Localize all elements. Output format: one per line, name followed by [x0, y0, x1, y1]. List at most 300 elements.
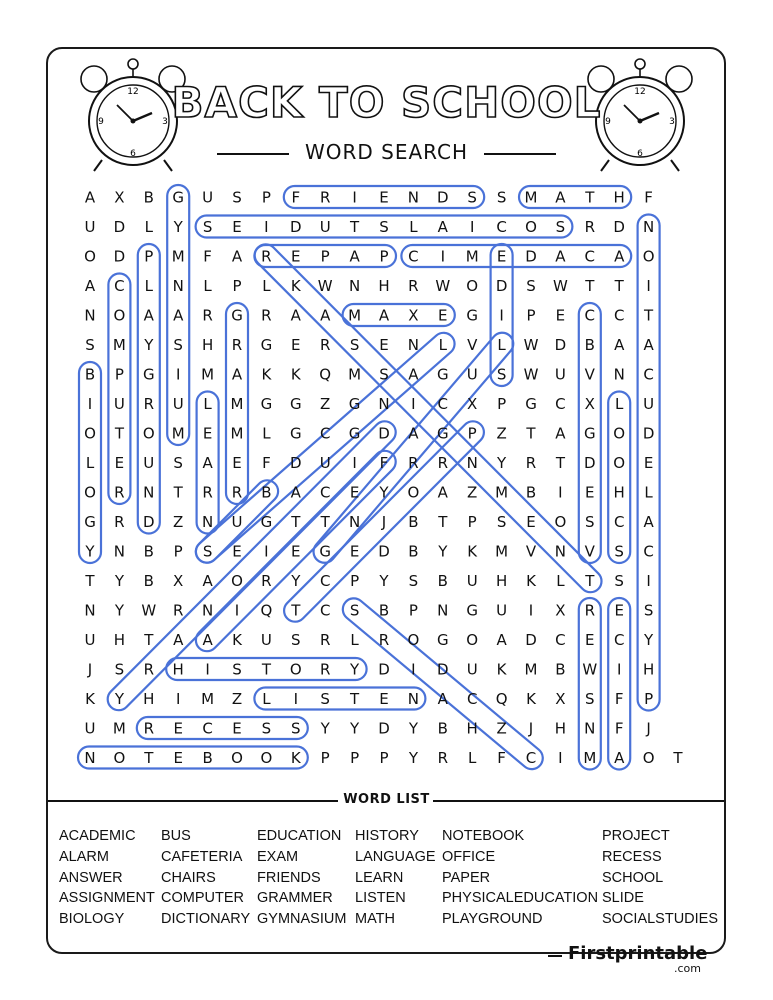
grid-cell[interactable]: P [144, 247, 154, 266]
grid-cell[interactable]: Y [114, 601, 124, 620]
grid-cell[interactable]: T [320, 513, 330, 531]
grid-cell[interactable]: H [613, 188, 625, 207]
grid-cell[interactable]: M [524, 188, 538, 207]
grid-cell[interactable]: E [173, 749, 183, 767]
grid-cell[interactable]: A [555, 424, 566, 443]
grid-cell[interactable]: A [320, 306, 331, 325]
grid-cell[interactable]: S [614, 572, 624, 590]
grid-cell[interactable]: S [379, 218, 389, 236]
grid-cell[interactable]: S [496, 513, 507, 531]
grid-cell[interactable]: M [201, 690, 215, 708]
grid-cell[interactable]: N [466, 454, 478, 472]
grid-cell[interactable]: L [497, 336, 506, 354]
grid-cell[interactable]: I [558, 749, 563, 767]
grid-cell[interactable]: E [585, 631, 595, 649]
grid-cell[interactable]: P [232, 277, 242, 295]
grid-cell[interactable]: K [261, 365, 272, 384]
grid-cell[interactable]: U [466, 365, 478, 384]
grid-cell[interactable]: D [554, 336, 567, 354]
grid-cell[interactable]: G [289, 395, 302, 413]
grid-cell[interactable]: G [348, 395, 361, 413]
grid-cell[interactable]: M [171, 247, 185, 266]
grid-cell[interactable]: M [230, 395, 244, 413]
grid-cell[interactable]: W [523, 336, 539, 354]
grid-cell[interactable]: U [84, 631, 96, 649]
grid-cell[interactable]: Y [379, 572, 389, 590]
grid-cell[interactable]: C [525, 749, 537, 767]
grid-cell[interactable]: S [379, 365, 389, 384]
grid-cell[interactable]: X [584, 395, 595, 413]
grid-cell[interactable]: E [173, 719, 183, 738]
grid-cell[interactable]: D [378, 424, 390, 443]
grid-cell[interactable]: T [614, 277, 624, 295]
grid-cell[interactable]: M [112, 719, 126, 738]
grid-cell[interactable]: G [436, 631, 449, 649]
grid-cell[interactable]: D [113, 247, 126, 266]
grid-cell[interactable]: Y [497, 454, 507, 472]
grid-cell[interactable]: T [261, 660, 271, 679]
grid-cell[interactable]: E [585, 483, 595, 502]
grid-cell[interactable]: D [290, 218, 302, 236]
grid-cell[interactable]: M [495, 542, 509, 561]
grid-cell[interactable]: C [643, 542, 654, 561]
grid-cell[interactable]: A [496, 631, 507, 649]
grid-cell[interactable]: I [352, 188, 357, 207]
grid-cell[interactable]: I [616, 660, 622, 679]
grid-cell[interactable]: N [613, 365, 625, 384]
grid-cell[interactable]: D [495, 277, 508, 295]
grid-cell[interactable]: W [435, 277, 451, 295]
grid-cell[interactable]: S [555, 218, 566, 236]
grid-cell[interactable]: I [264, 542, 269, 561]
grid-cell[interactable]: O [84, 247, 96, 266]
grid-cell[interactable]: P [320, 247, 330, 266]
grid-cell[interactable]: T [291, 601, 301, 620]
grid-cell[interactable]: O [142, 424, 155, 443]
grid-cell[interactable]: S [291, 631, 301, 649]
grid-cell[interactable]: K [290, 749, 301, 767]
grid-cell[interactable]: A [408, 365, 419, 384]
grid-cell[interactable]: C [643, 365, 654, 384]
grid-cell[interactable]: E [291, 336, 301, 354]
grid-cell[interactable]: I [175, 690, 181, 708]
grid-cell[interactable]: F [614, 690, 624, 708]
grid-cell[interactable]: G [289, 424, 302, 443]
grid-cell[interactable]: C [496, 218, 507, 236]
grid-cell[interactable]: T [144, 749, 154, 767]
grid-cell[interactable]: S [408, 572, 419, 590]
grid-cell[interactable]: T [173, 483, 183, 502]
grid-cell[interactable]: B [84, 365, 96, 384]
grid-cell[interactable]: L [144, 218, 153, 236]
grid-cell[interactable]: R [584, 601, 596, 620]
grid-cell[interactable]: L [615, 395, 624, 413]
grid-cell[interactable]: N [378, 395, 390, 413]
grid-cell[interactable]: A [555, 188, 566, 207]
grid-cell[interactable]: C [613, 631, 625, 649]
grid-cell[interactable]: P [173, 542, 183, 561]
grid-cell[interactable]: I [205, 660, 210, 679]
grid-cell[interactable]: R [202, 483, 213, 502]
grid-cell[interactable]: X [555, 601, 566, 620]
grid-cell[interactable]: W [582, 660, 598, 679]
grid-cell[interactable]: U [143, 454, 155, 472]
grid-cell[interactable]: B [408, 542, 419, 561]
grid-cell[interactable]: O [613, 454, 626, 472]
grid-cell[interactable]: P [526, 306, 536, 325]
grid-cell[interactable]: I [293, 690, 299, 708]
grid-cell[interactable]: F [379, 454, 389, 472]
grid-cell[interactable]: H [201, 336, 214, 354]
grid-cell[interactable]: T [585, 572, 595, 590]
grid-cell[interactable]: B [584, 336, 595, 354]
grid-cell[interactable]: P [261, 188, 271, 207]
grid-cell[interactable]: R [231, 483, 243, 502]
grid-cell[interactable]: P [320, 749, 330, 767]
grid-cell[interactable]: N [407, 336, 420, 354]
grid-cell[interactable]: Z [496, 424, 507, 443]
grid-cell[interactable]: L [262, 424, 271, 443]
grid-cell[interactable]: G [172, 188, 185, 207]
grid-cell[interactable]: R [408, 277, 419, 295]
grid-cell[interactable]: R [437, 454, 449, 472]
grid-cell[interactable]: F [644, 188, 653, 207]
grid-cell[interactable]: N [584, 719, 596, 738]
grid-cell[interactable]: D [437, 660, 449, 679]
grid-cell[interactable]: U [466, 572, 478, 590]
grid-cell[interactable]: B [143, 188, 154, 207]
grid-cell[interactable]: O [260, 749, 273, 767]
grid-cell[interactable]: W [552, 277, 568, 295]
grid-cell[interactable]: P [408, 601, 418, 620]
grid-cell[interactable]: A [349, 247, 360, 266]
grid-cell[interactable]: H [172, 660, 184, 679]
grid-cell[interactable]: D [642, 424, 655, 443]
grid-cell[interactable]: O [466, 631, 479, 649]
grid-cell[interactable]: L [556, 572, 565, 590]
grid-cell[interactable]: K [467, 542, 478, 561]
grid-cell[interactable]: X [114, 188, 125, 207]
grid-cell[interactable]: P [379, 247, 389, 266]
grid-cell[interactable]: Q [319, 365, 332, 384]
grid-cell[interactable]: G [260, 395, 273, 413]
grid-cell[interactable]: E [232, 218, 242, 236]
grid-cell[interactable]: L [468, 749, 477, 767]
grid-cell[interactable]: Y [379, 483, 389, 502]
grid-cell[interactable]: D [437, 188, 449, 207]
grid-cell[interactable]: N [143, 483, 155, 502]
grid-cell[interactable]: E [232, 542, 242, 561]
grid-cell[interactable]: N [642, 218, 655, 236]
grid-cell[interactable]: A [202, 572, 213, 590]
grid-cell[interactable]: H [642, 660, 655, 679]
grid-cell[interactable]: H [495, 572, 508, 590]
grid-cell[interactable]: S [85, 336, 95, 354]
grid-cell[interactable]: A [643, 513, 654, 531]
grid-cell[interactable]: S [643, 601, 654, 620]
grid-cell[interactable]: Z [467, 483, 478, 502]
grid-cell[interactable]: A [290, 306, 301, 325]
grid-cell[interactable]: W [141, 601, 157, 620]
grid-cell[interactable]: K [526, 690, 536, 708]
grid-cell[interactable]: U [496, 601, 508, 620]
grid-cell[interactable]: H [113, 631, 126, 649]
grid-cell[interactable]: E [202, 424, 213, 443]
grid-cell[interactable]: S [114, 660, 125, 679]
grid-cell[interactable]: A [231, 365, 243, 384]
grid-cell[interactable]: E [379, 336, 389, 354]
grid-cell[interactable]: N [84, 601, 96, 620]
grid-cell[interactable]: A [437, 690, 448, 708]
grid-cell[interactable]: B [555, 660, 566, 679]
grid-cell[interactable]: K [496, 660, 507, 679]
grid-cell[interactable]: O [613, 424, 626, 443]
grid-cell[interactable]: A [84, 277, 96, 295]
grid-cell[interactable]: T [350, 218, 360, 236]
grid-cell[interactable]: S [467, 188, 477, 207]
grid-cell[interactable]: C [319, 424, 331, 443]
grid-cell[interactable]: J [87, 660, 93, 679]
grid-cell[interactable]: S [526, 277, 536, 295]
grid-cell[interactable]: J [528, 719, 534, 738]
grid-cell[interactable]: D [525, 631, 537, 649]
grid-cell[interactable]: I [87, 395, 93, 413]
grid-cell[interactable]: Z [496, 719, 507, 738]
grid-cell[interactable]: C [202, 719, 213, 738]
grid-cell[interactable]: B [143, 542, 154, 561]
grid-cell[interactable]: P [350, 749, 360, 767]
grid-cell[interactable]: O [231, 749, 243, 767]
grid-cell[interactable]: P [644, 690, 654, 708]
grid-cell[interactable]: C [555, 395, 566, 413]
grid-cell[interactable]: L [85, 454, 95, 472]
grid-cell[interactable]: O [113, 306, 126, 325]
grid-cell[interactable]: C [613, 513, 625, 531]
grid-cell[interactable]: C [584, 306, 596, 325]
grid-cell[interactable]: O [407, 631, 420, 649]
grid-cell[interactable]: L [203, 395, 212, 413]
grid-cell[interactable]: R [319, 660, 331, 679]
grid-cell[interactable]: S [202, 218, 213, 236]
grid-cell[interactable]: R [231, 336, 243, 354]
grid-cell[interactable]: A [231, 247, 243, 266]
grid-cell[interactable]: M [348, 365, 362, 384]
grid-cell[interactable]: Y [350, 660, 360, 679]
grid-cell[interactable]: O [525, 218, 537, 236]
grid-cell[interactable]: K [526, 572, 536, 590]
grid-cell[interactable]: Y [320, 719, 330, 738]
grid-cell[interactable]: A [84, 188, 96, 207]
grid-cell[interactable]: F [262, 454, 271, 472]
grid-cell[interactable]: B [143, 572, 154, 590]
grid-cell[interactable]: E [614, 601, 624, 620]
grid-cell[interactable]: Y [291, 572, 301, 590]
grid-cell[interactable]: D [378, 719, 390, 738]
grid-cell[interactable]: O [466, 277, 479, 295]
grid-cell[interactable]: E [555, 306, 566, 325]
grid-cell[interactable]: S [232, 660, 242, 679]
grid-cell[interactable]: S [320, 690, 330, 708]
grid-cell[interactable]: U [202, 188, 214, 207]
grid-cell[interactable]: Y [173, 218, 183, 236]
grid-cell[interactable]: N [437, 601, 449, 620]
grid-cell[interactable]: R [261, 306, 272, 325]
grid-cell[interactable]: P [467, 513, 477, 531]
grid-cell[interactable]: L [350, 631, 359, 649]
grid-cell[interactable]: C [613, 306, 625, 325]
grid-cell[interactable]: B [437, 572, 448, 590]
grid-cell[interactable]: A [643, 336, 654, 354]
grid-cell[interactable]: U [231, 513, 243, 531]
grid-cell[interactable]: O [407, 483, 420, 502]
grid-cell[interactable]: J [646, 719, 651, 738]
grid-cell[interactable]: B [202, 749, 213, 767]
grid-cell[interactable]: Y [114, 690, 124, 708]
grid-cell[interactable]: U [554, 365, 566, 384]
grid-cell[interactable]: G [436, 365, 449, 384]
grid-cell[interactable]: U [466, 660, 478, 679]
grid-cell[interactable]: A [290, 483, 301, 502]
grid-cell[interactable]: O [289, 660, 302, 679]
grid-cell[interactable]: P [497, 395, 507, 413]
grid-cell[interactable]: E [438, 306, 448, 325]
grid-cell[interactable]: P [379, 749, 389, 767]
grid-cell[interactable]: I [528, 601, 534, 620]
grid-cell[interactable]: C [555, 631, 566, 649]
grid-cell[interactable]: R [525, 454, 537, 472]
grid-cell[interactable]: G [84, 513, 96, 531]
grid-cell[interactable]: B [408, 513, 419, 531]
grid-cell[interactable]: M [201, 365, 215, 384]
grid-cell[interactable]: Y [408, 719, 418, 738]
grid-cell[interactable]: Q [260, 601, 273, 620]
grid-cell[interactable]: A [173, 631, 184, 649]
grid-cell[interactable]: Y [438, 542, 448, 561]
grid-cell[interactable]: R [584, 218, 596, 236]
grid-cell[interactable]: L [262, 277, 271, 295]
grid-cell[interactable]: M [112, 336, 126, 354]
grid-cell[interactable]: F [614, 719, 624, 738]
grid-cell[interactable]: R [319, 631, 331, 649]
grid-cell[interactable]: O [642, 749, 655, 767]
grid-cell[interactable]: S [585, 690, 595, 708]
grid-cell[interactable]: L [144, 277, 153, 295]
grid-cell[interactable]: S [232, 188, 242, 207]
grid-cell[interactable]: H [466, 719, 478, 738]
grid-cell[interactable]: U [172, 395, 184, 413]
grid-cell[interactable]: S [202, 542, 213, 561]
grid-cell[interactable]: M [583, 749, 597, 767]
grid-cell[interactable]: Q [495, 690, 508, 708]
grid-cell[interactable]: W [317, 277, 333, 295]
grid-cell[interactable]: N [201, 601, 214, 620]
grid-cell[interactable]: A [408, 424, 419, 443]
grid-cell[interactable]: N [201, 513, 214, 531]
grid-cell[interactable]: E [349, 483, 360, 502]
grid-cell[interactable]: V [525, 542, 537, 561]
grid-cell[interactable]: G [525, 395, 537, 413]
grid-cell[interactable]: L [409, 218, 418, 236]
grid-cell[interactable]: M [495, 483, 509, 502]
grid-cell[interactable]: D [584, 454, 596, 472]
grid-cell[interactable]: Y [144, 336, 154, 354]
brand-logo-text[interactable]: Firstprintable [568, 943, 708, 964]
grid-cell[interactable]: T [114, 424, 124, 443]
grid-cell[interactable]: B [378, 601, 390, 620]
grid-cell[interactable]: B [437, 719, 448, 738]
grid-cell[interactable]: U [319, 218, 331, 236]
grid-cell[interactable]: R [378, 631, 390, 649]
grid-cell[interactable]: R [172, 601, 184, 620]
grid-cell[interactable]: D [143, 513, 155, 531]
grid-cell[interactable]: D [378, 542, 390, 561]
grid-cell[interactable]: C [584, 247, 596, 266]
grid-cell[interactable]: I [646, 277, 651, 295]
grid-cell[interactable]: I [469, 218, 475, 236]
grid-cell[interactable]: S [173, 454, 183, 472]
grid-cell[interactable]: W [523, 365, 539, 384]
grid-cell[interactable]: B [261, 483, 272, 502]
grid-cell[interactable]: T [144, 631, 154, 649]
grid-cell[interactable]: G [319, 542, 332, 561]
grid-cell[interactable]: S [496, 188, 507, 207]
grid-cell[interactable]: O [231, 572, 243, 590]
grid-cell[interactable]: S [173, 336, 183, 354]
grid-cell[interactable]: M [348, 306, 362, 325]
grid-cell[interactable]: N [84, 749, 96, 767]
grid-cell[interactable]: R [114, 513, 125, 531]
grid-cell[interactable]: J [381, 513, 387, 531]
grid-cell[interactable]: B [525, 483, 537, 502]
grid-cell[interactable]: C [408, 247, 419, 266]
grid-cell[interactable]: E [232, 454, 242, 472]
grid-cell[interactable]: N [348, 277, 361, 295]
grid-cell[interactable]: A [202, 454, 213, 472]
grid-cell[interactable]: I [646, 572, 651, 590]
grid-cell[interactable]: R [408, 454, 419, 472]
grid-cell[interactable]: I [352, 454, 357, 472]
grid-cell[interactable]: R [202, 306, 213, 325]
grid-cell[interactable]: Y [408, 749, 418, 767]
grid-cell[interactable]: F [497, 749, 506, 767]
grid-cell[interactable]: Y [114, 572, 124, 590]
grid-cell[interactable]: T [438, 513, 448, 531]
grid-cell[interactable]: V [467, 336, 478, 354]
grid-cell[interactable]: G [466, 601, 479, 620]
grid-cell[interactable]: Y [350, 719, 360, 738]
grid-cell[interactable]: G [260, 336, 273, 354]
grid-cell[interactable]: D [290, 454, 302, 472]
grid-cell[interactable]: D [525, 247, 537, 266]
grid-cell[interactable]: L [438, 336, 447, 354]
grid-cell[interactable]: V [584, 542, 595, 561]
grid-cell[interactable]: P [114, 365, 124, 384]
grid-cell[interactable]: U [319, 454, 331, 472]
grid-cell[interactable]: U [260, 631, 272, 649]
grid-cell[interactable]: S [496, 365, 507, 384]
grid-cell[interactable]: Y [85, 542, 95, 561]
grid-cell[interactable]: X [555, 690, 566, 708]
grid-cell[interactable]: T [350, 690, 360, 708]
grid-cell[interactable]: I [440, 247, 446, 266]
grid-cell[interactable]: O [113, 749, 126, 767]
grid-cell[interactable]: N [113, 542, 126, 561]
grid-cell[interactable]: A [614, 247, 625, 266]
grid-cell[interactable]: I [558, 483, 563, 502]
grid-cell[interactable]: O [84, 483, 96, 502]
grid-cell[interactable]: R [319, 188, 331, 207]
grid-cell[interactable]: Z [320, 395, 331, 413]
